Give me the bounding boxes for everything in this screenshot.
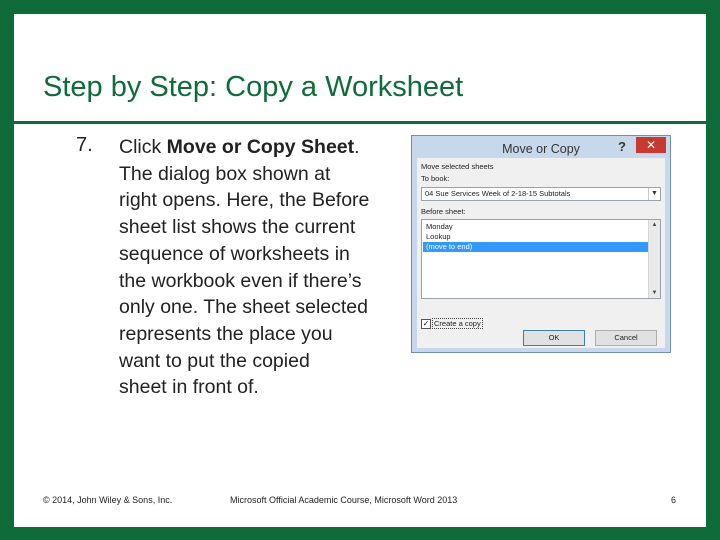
- step-line-4: sheet list shows the current: [119, 216, 356, 239]
- footer-copyright: © 2014, John Wiley & Sons, Inc.: [43, 495, 173, 505]
- before-sheet-label: Before sheet:: [421, 207, 466, 216]
- step-period: .: [354, 136, 360, 158]
- to-book-select[interactable]: [421, 187, 661, 201]
- help-icon[interactable]: ?: [618, 139, 626, 154]
- close-icon[interactable]: ✕: [636, 137, 666, 153]
- step-line-6: the workbook even if there’s: [119, 269, 362, 292]
- step-line-8: represents the place you: [119, 322, 333, 345]
- step-line-7: only one. The sheet selected: [119, 296, 368, 319]
- scroll-down-icon[interactable]: ▼: [651, 290, 658, 296]
- list-item[interactable]: Monday: [426, 222, 453, 231]
- create-copy-label[interactable]: Create a copy: [434, 319, 481, 328]
- move-or-copy-dialog: [411, 135, 671, 353]
- slide: [14, 14, 706, 527]
- step-number: 7.: [76, 134, 93, 156]
- chevron-down-icon[interactable]: ▼: [648, 188, 660, 200]
- step-line-3: right opens. Here, the Before: [119, 189, 370, 212]
- dialog-body: [417, 158, 665, 348]
- ok-button[interactable]: OK: [523, 330, 585, 346]
- step-line-10: sheet in front of.: [119, 376, 259, 399]
- step-intro: Click: [119, 136, 167, 158]
- cancel-button[interactable]: Cancel: [595, 330, 657, 346]
- step-text: [119, 134, 406, 401]
- step-command: Move or Copy Sheet: [166, 136, 355, 158]
- step-line-5: sequence of worksheets in: [119, 242, 350, 265]
- create-copy-checkbox[interactable]: ✓: [422, 319, 430, 328]
- footer-course: Microsoft Official Academic Course, Microsoft Word 2013: [230, 495, 458, 505]
- step-line-9: want to put the copied: [119, 349, 310, 372]
- slide-title: Step by Step: Copy a Worksheet: [43, 71, 464, 103]
- scroll-up-icon[interactable]: ▲: [651, 222, 658, 228]
- move-selected-label: Move selected sheets: [421, 162, 494, 171]
- footer-page-number: 6: [671, 495, 677, 505]
- before-sheet-list[interactable]: [421, 219, 661, 299]
- step-line-2: The dialog box shown at: [119, 162, 331, 185]
- step-line-1: [119, 134, 406, 161]
- dialog-title: Move or Copy: [502, 142, 580, 156]
- list-item-selected[interactable]: (move to end): [423, 242, 649, 252]
- list-scrollbar[interactable]: [648, 220, 660, 298]
- to-book-value: 04 Sue Services Week of 2-18-15 Subtotals: [425, 189, 571, 198]
- title-rule: [14, 121, 706, 124]
- list-item[interactable]: Lookup: [426, 232, 451, 241]
- to-book-label: To book:: [421, 174, 450, 183]
